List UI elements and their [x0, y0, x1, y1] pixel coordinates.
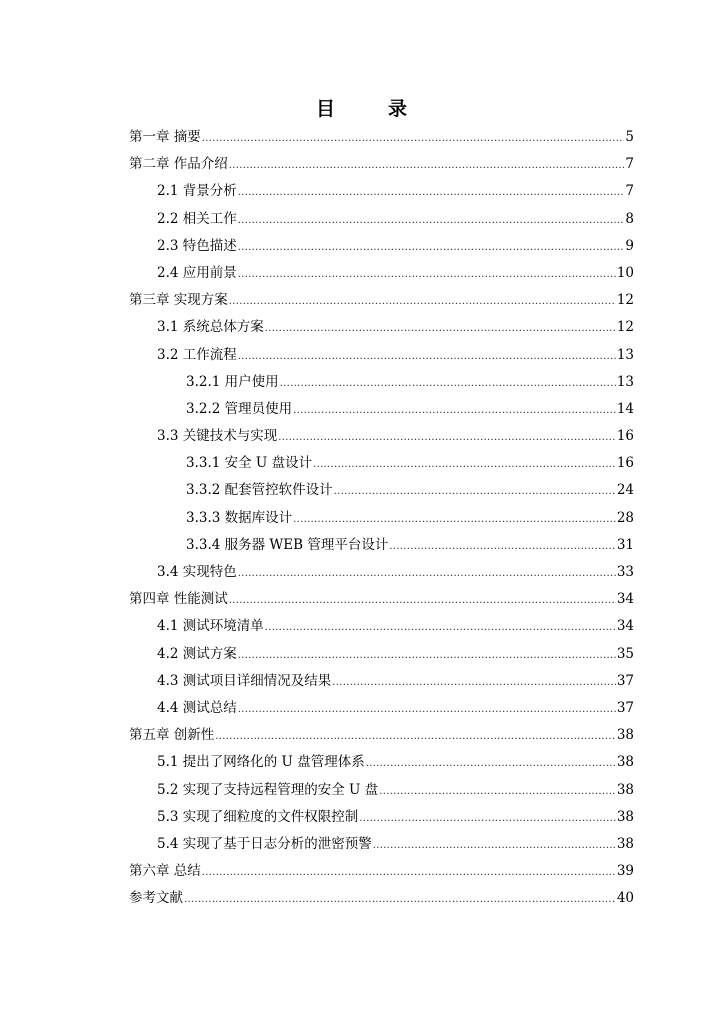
- toc-leader-dots: [293, 506, 616, 533]
- toc-entry-title: 5.1 提出了网络化的 U 盘管理体系: [157, 754, 365, 771]
- toc-entry[interactable]: [129, 885, 634, 912]
- toc-leader-dots: [278, 424, 616, 451]
- toc-entry-title: 3.3.3 数据库设计: [186, 509, 293, 526]
- toc-title-char-1: 目: [315, 98, 336, 120]
- toc-leader-dots: [184, 886, 616, 913]
- toc-entry-page-number: 13: [616, 346, 634, 363]
- toc-entry-title: 3.3.1 安全 U 盘设计: [186, 455, 313, 472]
- toc-entry-title: 第六章 总结: [129, 863, 201, 880]
- toc-entry-title: 第五章 创新性: [129, 727, 215, 744]
- toc-entry-page-number: 9: [625, 237, 634, 254]
- toc-entry-title: 第三章 实现方案: [129, 292, 228, 309]
- toc-leader-dots: [313, 451, 616, 478]
- toc-entry[interactable]: [129, 450, 634, 477]
- toc-entry-page-number: 12: [616, 292, 634, 309]
- toc-entry[interactable]: [129, 532, 634, 559]
- toc-leader-dots: [238, 343, 616, 370]
- toc-leader-dots: [229, 152, 625, 179]
- toc-entry-title: 参考文献: [129, 890, 183, 907]
- toc-entry[interactable]: [129, 396, 634, 423]
- toc-entry-title: 4.3 测试项目详细情况及结果: [157, 672, 332, 689]
- toc-entry[interactable]: [129, 233, 634, 260]
- toc-leader-dots: [334, 478, 616, 505]
- toc-entry-page-number: 7: [625, 156, 634, 173]
- toc-entry[interactable]: [129, 260, 634, 287]
- toc-leader-dots: [389, 533, 615, 560]
- toc-entry-page-number: 12: [616, 319, 634, 336]
- toc-entry[interactable]: [129, 858, 634, 885]
- toc-entry[interactable]: [129, 423, 634, 450]
- toc-entry-title: 3.3.4 服务器 WEB 管理平台设计: [186, 536, 389, 553]
- toc-entry-page-number: 16: [616, 428, 634, 445]
- toc-entry[interactable]: [129, 151, 634, 178]
- toc-title: [0, 94, 724, 121]
- toc-entry[interactable]: [129, 342, 634, 369]
- toc-entry[interactable]: [129, 586, 634, 613]
- toc-entry[interactable]: [129, 178, 634, 205]
- toc-entry-title: 4.1 测试环境清单: [157, 618, 264, 635]
- toc-leader-dots: [332, 669, 616, 696]
- toc-entry[interactable]: [129, 613, 634, 640]
- toc-entry-title: 3.3.2 配套管控软件设计: [186, 482, 333, 499]
- toc-leader-dots: [265, 614, 616, 641]
- toc-entry-page-number: 38: [616, 808, 634, 825]
- toc-entry-page-number: 35: [616, 645, 634, 662]
- toc-entry[interactable]: [129, 206, 634, 233]
- toc-entry-title: 3.4 实现特色: [157, 564, 237, 580]
- toc-entry[interactable]: [129, 124, 634, 151]
- toc-leader-dots: [265, 315, 616, 342]
- toc-entry-title: 5.4 实现了基于日志分析的泄密预警: [157, 835, 372, 852]
- toc-entry[interactable]: [129, 722, 634, 749]
- toc-entry-title: 2.4 应用前景: [157, 264, 237, 281]
- toc-leader-dots: [238, 696, 616, 723]
- toc-leader-dots: [202, 859, 616, 886]
- toc-entry-page-number: 39: [616, 863, 634, 880]
- toc-leader-dots: [373, 832, 616, 859]
- toc-entry-page-number: 33: [616, 564, 634, 580]
- toc-entry-title: 5.2 实现了支持远程管理的安全 U 盘: [157, 781, 379, 798]
- toc-leader-dots: [202, 125, 625, 152]
- toc-entry-title: 3.2 工作流程: [157, 346, 237, 363]
- toc-leader-dots: [280, 370, 616, 397]
- toc-entry[interactable]: [129, 287, 634, 314]
- toc-leader-dots: [238, 560, 616, 587]
- toc-entry-page-number: 38: [616, 727, 634, 744]
- toc-leader-dots: [379, 778, 616, 805]
- toc-entry-page-number: 28: [616, 509, 634, 526]
- toc-leader-dots: [359, 805, 616, 832]
- toc-entry[interactable]: [129, 668, 634, 695]
- toc-entry-page-number: 8: [625, 210, 634, 227]
- toc-entry-page-number: 16: [616, 455, 634, 472]
- toc-entry-title: 3.1 系统总体方案: [157, 319, 264, 336]
- toc-leader-dots: [366, 750, 616, 777]
- toc-leader-dots: [215, 723, 616, 750]
- toc-entry-page-number: 38: [616, 781, 634, 798]
- toc-entry-title: 第二章 作品介绍: [129, 156, 228, 173]
- toc-entry-page-number: 5: [625, 129, 634, 145]
- toc-entry[interactable]: [129, 749, 634, 776]
- toc-entry[interactable]: [129, 314, 634, 341]
- toc-leader-dots: [238, 207, 625, 234]
- toc-entry[interactable]: [129, 369, 634, 396]
- toc-leader-dots: [238, 261, 616, 288]
- toc-entry[interactable]: [129, 831, 634, 858]
- toc-entry-title: 第一章 摘要: [129, 129, 201, 145]
- toc-leader-dots: [238, 179, 625, 206]
- toc-entry-page-number: 40: [616, 890, 634, 907]
- toc-entry-page-number: 14: [616, 400, 634, 417]
- toc-entry-title: 3.2.2 管理员使用: [186, 400, 293, 417]
- toc-entry[interactable]: [129, 695, 634, 722]
- toc-entry-page-number: 10: [616, 264, 634, 281]
- toc-entry-page-number: 13: [616, 373, 634, 390]
- toc-entry[interactable]: [129, 559, 634, 586]
- toc-entry-title: 4.2 测试方案: [157, 645, 237, 662]
- toc-entry[interactable]: [129, 505, 634, 532]
- toc-entry[interactable]: [129, 777, 634, 804]
- toc-entry-title: 2.2 相关工作: [157, 210, 237, 227]
- toc-entry-page-number: 34: [616, 591, 634, 608]
- toc-entry-title: 3.2.1 用户使用: [186, 373, 279, 390]
- toc-entry-page-number: 34: [616, 618, 634, 635]
- toc-leader-dots: [238, 642, 616, 669]
- toc-entry[interactable]: [129, 477, 634, 504]
- toc-entry-page-number: 31: [616, 536, 634, 553]
- toc-entry-title: 2.3 特色描述: [157, 237, 237, 254]
- toc-leader-dots: [229, 587, 616, 614]
- toc-entry-title: 第四章 性能测试: [129, 591, 228, 608]
- toc-leader-dots: [238, 234, 625, 261]
- toc-entry-page-number: 38: [616, 835, 634, 852]
- toc-entry-title: 5.3 实现了细粒度的文件权限控制: [157, 808, 359, 825]
- toc-entry-page-number: 37: [616, 672, 634, 689]
- toc-entry-page-number: 7: [625, 183, 634, 200]
- toc-entry-title: 3.3 关键技术与实现: [157, 428, 278, 445]
- toc-entry-page-number: 38: [616, 754, 634, 771]
- toc-leader-dots: [229, 288, 616, 315]
- toc-entry[interactable]: [129, 641, 634, 668]
- table-of-contents: [129, 124, 634, 912]
- toc-entry-page-number: 24: [616, 482, 634, 499]
- toc-title-char-2: 录: [388, 98, 409, 120]
- toc-entry-page-number: 37: [616, 699, 634, 716]
- toc-entry-title: 4.4 测试总结: [157, 699, 237, 716]
- toc-entry-title: 2.1 背景分析: [157, 183, 237, 200]
- toc-entry[interactable]: [129, 804, 634, 831]
- toc-leader-dots: [293, 397, 616, 424]
